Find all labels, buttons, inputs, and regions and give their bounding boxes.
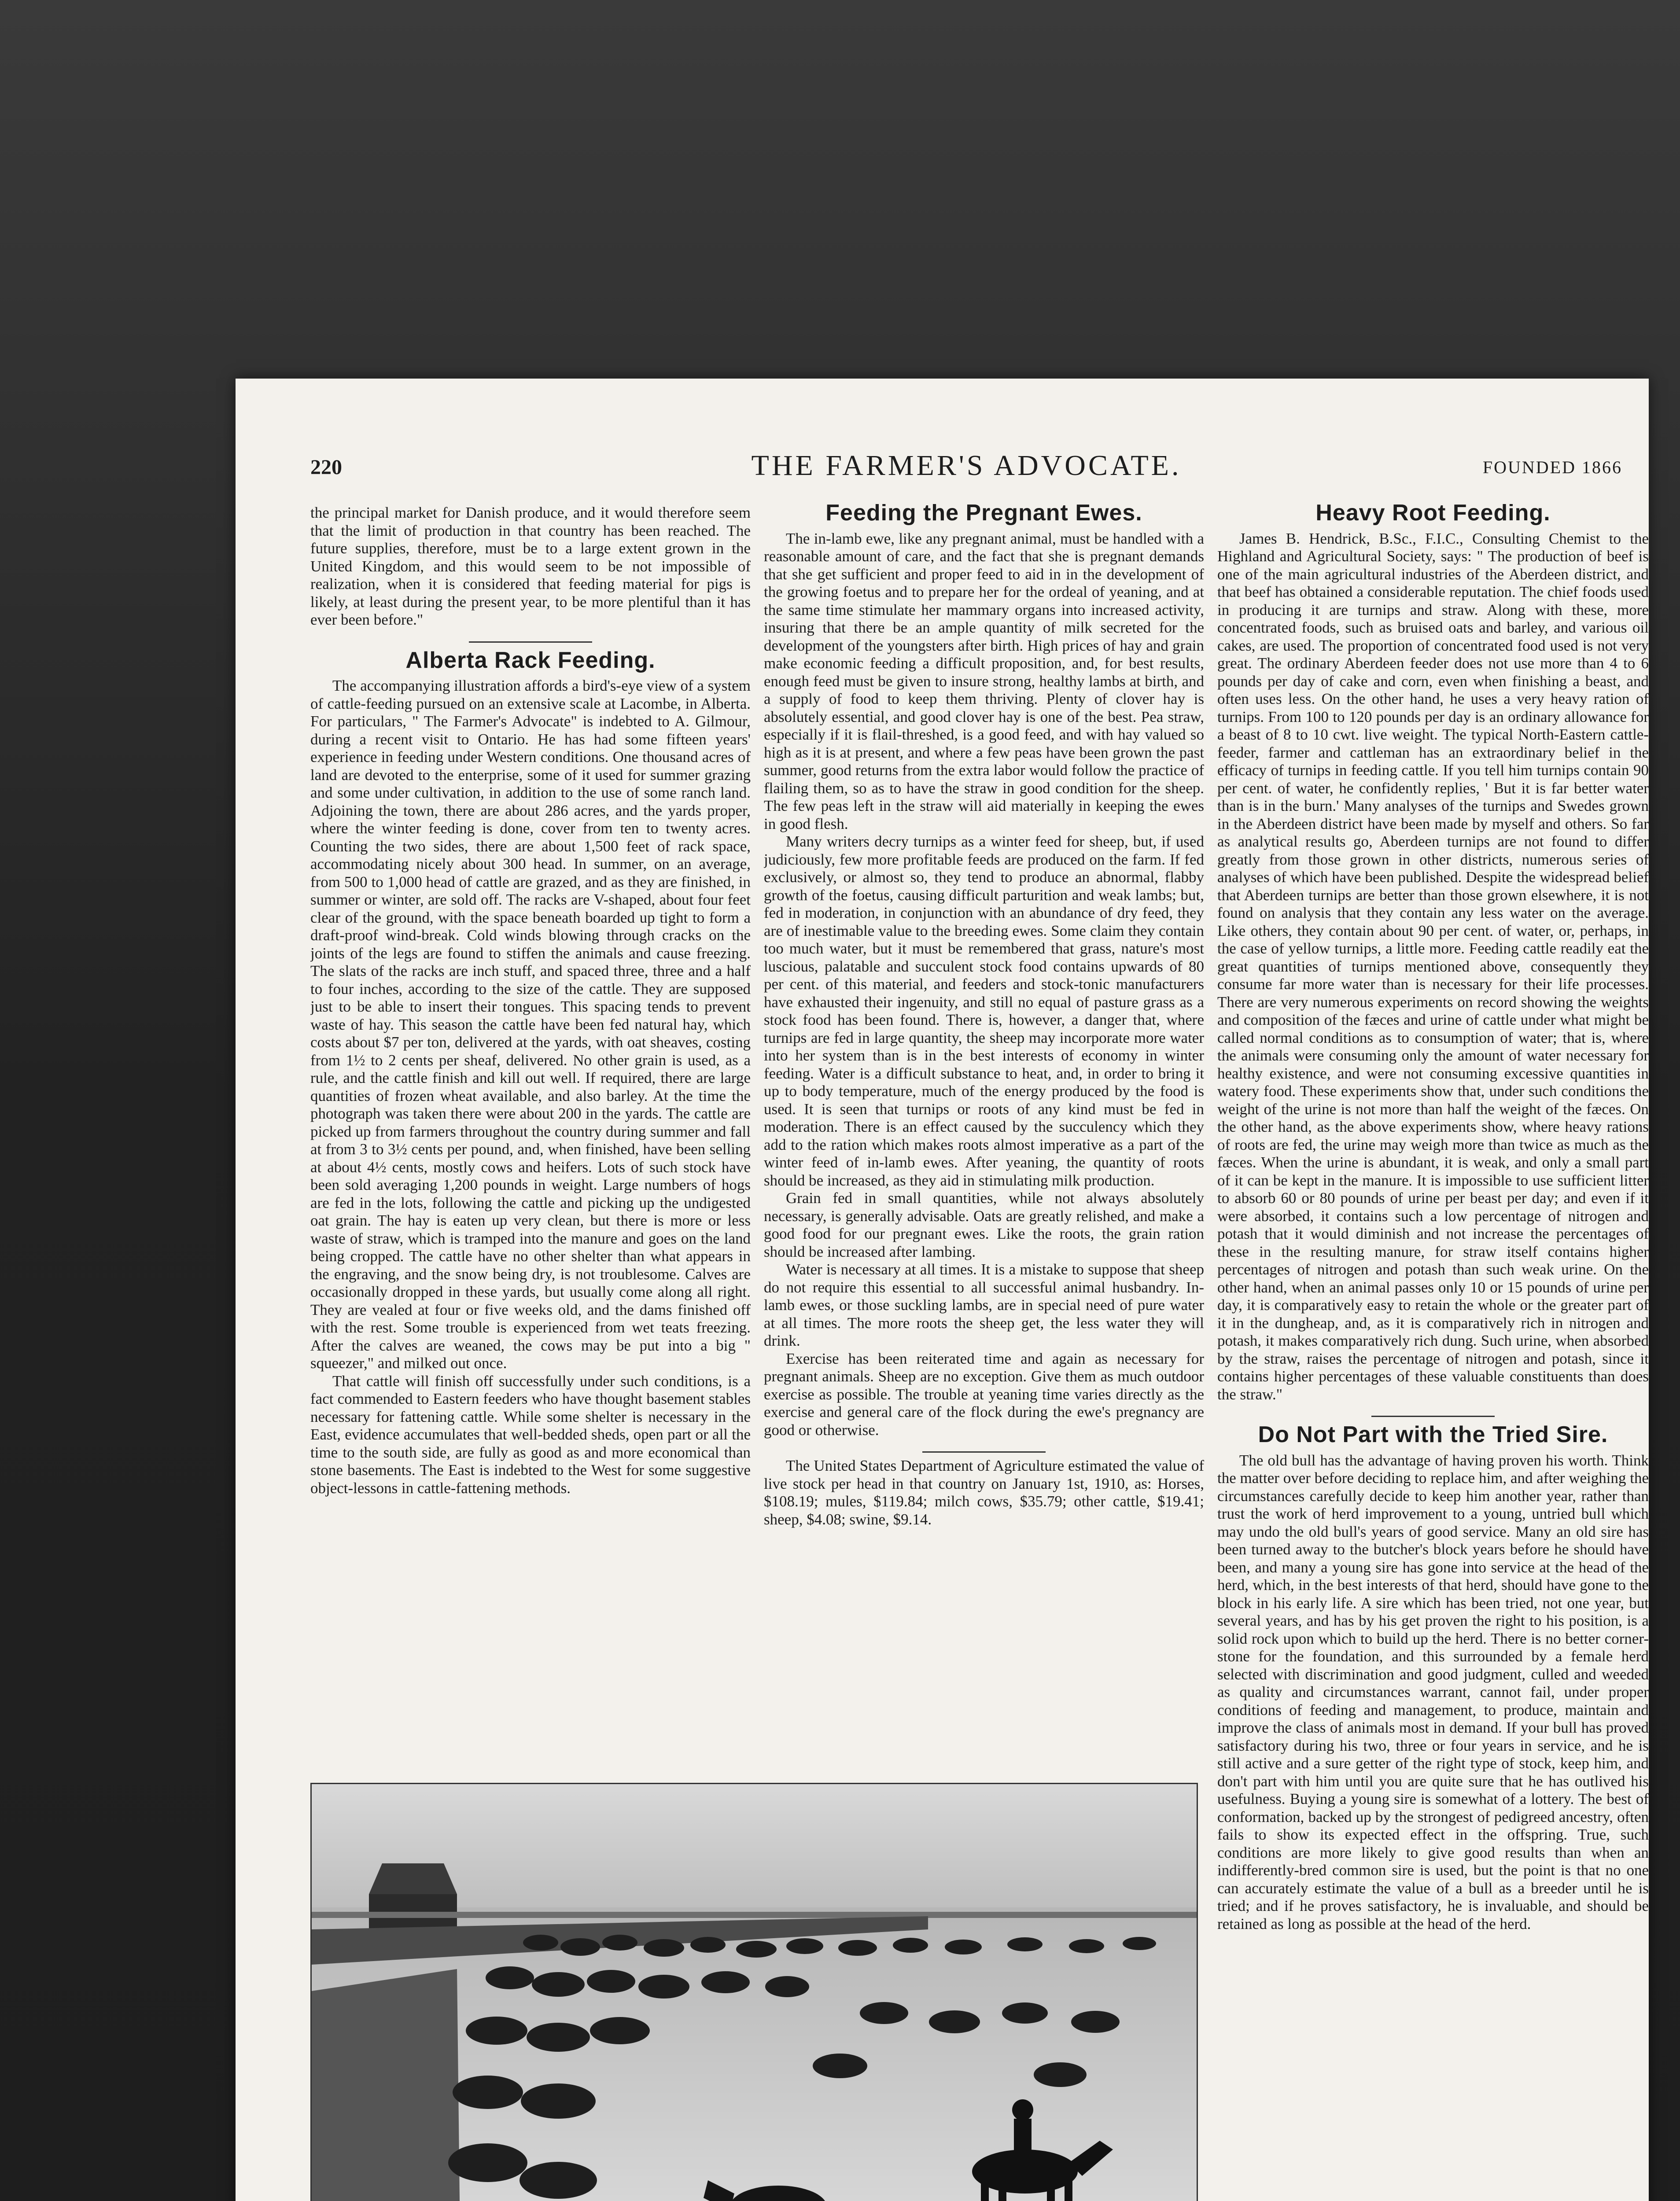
article-paragraph: That cattle will finish off successfully under such conditions, is a fact commended to Eastern feeders who have thought basement stables necessary for fattening cattle. While some shelter is necessary in the East, evidence accumulates that well-bedded sheds, open part or all the time to the south side, are fully as good as and more economical than stone basements. The East is indebted to the West for some suggestive object-lessons in cattle-fattening methods. [310,1372,751,1497]
cattle-photo-illustration [312,1784,1197,2201]
founded-note: FOUNDED 1866 [1482,457,1622,477]
article-paragraph: Grain fed in small quantities, while not always absolutely necessary, is generally advisable. Oats are greatly relished, and make a good food for our pregnant ewes. Like the roots, the grain ration should be increased after lambing. [764,1189,1204,1260]
article-paragraph: The accompanying illustration affords a bird's-eye view of a system of cattle-feeding pursued on an extensive scale at Lacombe, in Alberta. For particulars, " The Farmer's Advocate" is indebted to A. Gilmour, during a recent visit to Ontario. He has had some fifteen years' experience in feeding under Western conditions. One thousand acres of land are devoted to the enterprise, some of it used for summer grazing and some under cultivation, in addition to the use of some ranch land. Adjoining the town, there are about 286 acres, and the yards proper, where the winter feeding is done, cover from ten to twenty acres. Counting the two sides, there are about 1,500 feet of rack space, accommodating nicely about 300 head. In summer, on an average, from 500 to 1,000 head of cattle are grazed, and as they are finished, in summer or winter, are sold off. The racks are V-shaped, about four feet clear of the ground, with the space beneath boarded up tight to form a draft-proof wind-break. Cold winds blowing through cracks on the joints of the legs are found to stiffen the animals and cause freezing. The slats of the racks are inch stuff, and spaced three, three and a half to four inches, according to the size of the cattle. They are supposed just to be able to insert their tongues. This spacing tends to prevent waste of hay. This season the cattle have been fed natural hay, which costs about $7 per ton, delivered at the yards, with oat sheaves, costing from 1½ to 2 cents per sheaf, delivered. No other grain is used, as a rule, and the cattle finish and kill out well. If required, there are large quantities of frozen wheat available, and also barley. At the time the photograph was taken there were about 200 in the yards. The cattle are picked up from farmers throughout the country during summer and fall at from 3 to 3½ cents per pound, and, when finished, have been selling at about 4½ cents, mostly cows and heifers. Lots of such stock have been sold averaging 1,200 pounds in weight. Large numbers of hogs are fed in the lots, following the cattle and picking up the undigested oat grain. The hay is eaten up very clean, but there is more or less waste of straw, which is tramped into the manure and goes on the land being cropped. The cattle have no other shelter than what appears in the engraving, and the snow being dry, is not troublesome. Calves are occasionally dropped in these yards, but usually come along all right. They are vealed at four or five weeks old, and the dams finished off with the rest. Some trouble is experienced from wet teats freezing. After the calves are weaned, the cows may be put into a big " squeezer," and milked out once. [310,677,751,1372]
article-title-sire: Do Not Part with the Tried Sire. [1258,1422,1608,1447]
masthead: THE FARMER'S ADVOCATE. [751,449,1182,482]
page-number: 220 [310,456,342,479]
newspaper-page [236,379,1649,2201]
article-paragraph: Many writers decry turnips as a winter feed for sheep, but, if used judiciously, few more profitable feeds are produced on the farm. If fed exclusively, or almost so, they tend to produce an abnormal, flabby growth of the foetus, causing difficult parturition and weak lambs; but, fed in moderation, in conjunction with an abundance of dry feed, they are of inestimable value to the breeding ewes. Some claim they contain too much water, but it must be remembered that grass, nature's most luscious, palatable and succulent stock food contains upwards of 80 per cent. of this material, and feeders and stock-tonic manufacturers have exhausted their ingenuity, and still no equal of pasture grass as a stock food has been found. There is, however, a danger that, where turnips are fed in large quantity, the sheep may incorporate more water into her system than is in the best interests of economy in winter feeding. Water is a difficult substance to heat, and, in order to bring it up to body temperature, much of the energy produced by the food is used. It is seen that turnips or roots of any kind must be fed in moderation. There is an effect caused by the succulency which they add to the ration which makes roots almost imperative as a part of the winter feed of in-lamb ewes. After yeaning, the quantity of roots should be increased, as they aid in stimulating milk production. [764,833,1204,1189]
column-1 [310,504,751,1767]
cattle-photo [310,1783,1198,2201]
article-paragraph: The in-lamb ewe, like any pregnant animal, must be handled with a reasonable amount of care, and the fact that she is pregnant demands that she get sufficient and proper feed to aid in in the development of the growing foetus and to prepare her for the ordeal of yeaning, and at the same time stimulate her mammary organs into increased activity, insuring that there be an ample quantity of milk secreted for the development of the youngsters after birth. High prices of hay and grain make economic feeding a difficult proposition, and, for best results, enough feed must be given to insure strong, healthy lambs at birth, and a supply of food to keep them thriving. Plenty of clover hay is absolutely essential, and good clover hay is one of the best. Pea straw, especially if it is flail-threshed, is a good feed, and with hay valued so high as it is at present, and where a few peas have been grown the past summer, good returns from the extra labor would follow the practice of flailing them, so as to have the straw in good condition for the sheep. The few peas left in the straw will aid materially in keeping the ewes in good flesh. [764,530,1204,832]
article-title-alberta: Alberta Rack Feeding. [405,647,656,673]
column-2 [764,504,1204,1591]
article-paragraph: Exercise has been reiterated time and again as necessary for pregnant animals. Sheep are no exception. Give them as much outdoor exercise as possible. The trouble at yeaning time varies directly as the exercise and general care of the flock during the ewe's pregnancy are good or otherwise. [764,1350,1204,1439]
page-header [310,449,1622,489]
article-title-root-feeding: Heavy Root Feeding. [1315,504,1551,526]
section-rule [1371,1416,1495,1417]
intro-paragraph: the principal market for Danish produce, and it would therefore seem that the limit of production in that country has been reached. The future supplies, therefore, must be to a large extent grown in the United Kingdom, and this would seem to be not impossible of realization, when it is considered that feeding material for pigs is likely, at least during the present year, to be more plentiful than it has ever been before." [310,504,751,628]
article-paragraph: Water is necessary at all times. It is a mistake to suppose that sheep do not require this essential to all successful animal husbandry. In-lamb ewes, or those suckling lambs, are in special need of pure water at all times. The more roots the sheep get, the less water they will drink. [764,1261,1204,1349]
article-paragraph: James B. Hendrick, B.Sc., F.I.C., Consulting Chemist to the Highland and Agricultural Society, says: " The production of beef is one of the main agricultural industries of the Aberdeen district, and that beef has obtained a considerable reputation. The chief foods used in producing it are turnips and straw. Along with these, more concentrated foods, such as bruised oats and barley, and various oil cakes, are used. The proportion of concentrated food used is not very great. The ordinary Aberdeen feeder does not use more than 4 to 6 pounds per day of cake and corn, even when finishing a beast, and often uses less. On the other hand, he uses a very heavy ration of turnips. From 100 to 120 pounds per day is an ordinary allowance for a beast of 8 to 10 cwt. live weight. The typical North-Eastern cattle-feeder, farmer and cattleman has an extraordinary belief in the efficacy of turnips in feeding cattle. If you tell him turnips contain 90 per cent. of water, he confidently replies, ' But it is far better water than is in the burn.' Many analyses of the turnips and Swedes grown in the Aberdeen district have been made by myself and others. So far as analytical results go, Aberdeen turnips are not found to differ greatly from those grown in other districts, numerous series of analyses of which have been published. Despite the widespread belief that Aberdeen turnips are better than those grown elsewhere, it is not found on analysis that they contain any less water on the average. Like others, they contain about 90 per cent. of water, or, perhaps, in the case of yellow turnips, a little more. Feeding cattle readily eat the great quantities of turnips mentioned above, consequently they consume far more water than is necessary for their life processes. There are very numerous experiments on record showing the weights and composition of the fæces and urine of cattle under what might be called normal conditions as to consumption of water; that is, where the animals were consuming only the amount of water necessary for healthy existence, and were not consuming excessive quantities in watery food. These experiments show that, under such conditions the weight of the urine is not more than half the weight of the fæces. On the other hand, as the above experiments show, where heavy rations of roots are fed, the urine may weigh more than twice as much as the fæces. When the urine is abundant, it is weak, and only a small part of it can be kept in the manure. It is impossible to use sufficient litter to absorb 60 or 80 pounds of urine per beast per day; and even if it were absorbed, it contains such a low percentage of nitrogen and potash that it would diminish and not increase the percentages of these in the resulting manure, for straw itself contains higher percentages of nitrogen and potash than such weak urine. On the other hand, when an animal passes only 10 or 15 pounds of urine per day, it is comparatively easy to retain the whole or the greater part of it in the dungheap, and, as it is comparatively rich in nitrogen and potash, it makes comparatively rich dung. Such urine, when absorbed by the straw, raises the percentage of nitrogen and potash, since it contains higher percentages of these valuable constituents than does the straw." [1217,530,1649,1403]
livestock-note: The United States Department of Agriculture estimated the value of live stock per head in that country on January 1st, 1910, as: Horses, $108.19; mules, $119.84; milch cows, $35.79; other cattle, $19.41; sheep, $4.08; swine, $9.14. [764,1457,1204,1528]
article-title-ewes: Feeding the Pregnant Ewes. [825,504,1142,526]
section-rule [469,641,592,643]
article-paragraph: The old bull has the advantage of having proven his worth. Think the matter over before deciding to replace him, and after weighing the circumstances carefully decide to keep him another year, rather than trust the work of herd improvement to a young, untried bull which may undo the old bull's years of good service. Many an old sire has been turned away to the butcher's block years before he should have been, and many a young sire has gone into service at the head of the herd, which, in the best interests of that herd, should have gone to the block in his early life. A sire which has been tried, not one year, but several years, and has by his get proven the right to his position, is a solid rock upon which to build up the herd. There is no better corner-stone for the foundation, and this surrounded by a female herd selected with discrimination and good judgment, culled and weeded as quality and circumstances warrant, cannot fail, under proper conditions of feeding and management, to produce, maintain and improve the class of animals most in demand. If your bull has proved satisfactory during his two, three or four years in service, and he is still active and a sure getter of the right type of stock, keep him, and don't part with him until you are quite sure that he has outlived his usefulness. Buying a young sire is somewhat of a lottery. The best of conformation, backed up by the strongest of pedigreed ancestry, often fails to show its expected effect in the offspring. True, such conditions are more likely to give good results than when an indifferently-bred common sire is used, but the point is that no one can accurately estimate the value of a bull as a breeder until he is tried; and if he proves satisfactory, he is invaluable, and should be retained as long as possible at the head of the herd. [1217,1451,1649,1932]
column-3 [1217,504,1649,2201]
section-rule [922,1451,1046,1453]
